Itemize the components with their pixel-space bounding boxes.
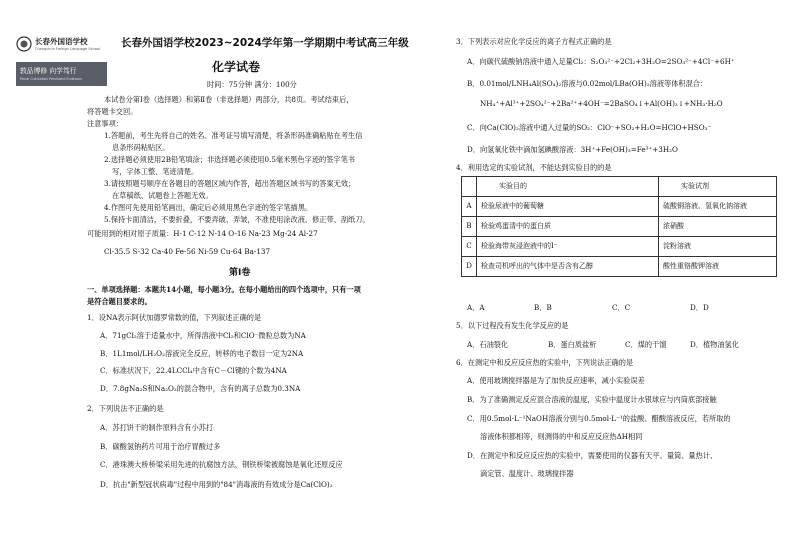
q4-table [461, 176, 777, 277]
exam-title: 长春外国语学校2023~2024学年第一学期期中考试高三年级 [121, 37, 409, 49]
q3-stem: 3．下列表示对应化学反应的离子方程式正确的是 [456, 37, 612, 46]
note-1b: 息条形码粘贴区。 [112, 143, 170, 152]
section-title: 第Ⅰ卷 [229, 268, 251, 278]
q3-option-a: A．向碳代硫酸钠溶液中通入足量Cl₂：S₂O₃²⁻+2Cl₂+3H₂O=2SO₃²⁻+4Cl⁻+6H⁺ [467, 57, 735, 66]
section-desc-2: 是符合题目要求的。 [87, 297, 152, 306]
q5-option-d: D．植物油氢化 [690, 340, 739, 349]
table-header-cell [462, 177, 477, 197]
atomic-masses-2: Cl-35.5 S-32 Ca-40 Fe-56 Ni-59 Cu-64 Ba-137 [104, 247, 271, 256]
q3-option-c: C．向Ca(ClO)₂溶液中通入过量的SO₂：ClO⁻+SO₂+H₂O=HClO+HSO₃⁻ [467, 123, 712, 132]
note-3b: 在草稿纸、试题卷上答题无效。 [112, 191, 213, 200]
q1-option-b: B．1L1mol/LH₂O₂溶液完全反应，转移的电子数目一定为2NA [100, 349, 304, 358]
table-cell: A [462, 197, 477, 217]
logo-motto-english: Moral Cultivation Persistent Endeavor [20, 77, 83, 81]
note-3a: 3.请按照题号顺序在各题目的答题区域内作答，超出答题区域书写的答案无效； [104, 179, 356, 188]
note-1a: 1.答题前，考生先将自己的姓名、准考证号填写清楚，将条形码准确粘贴在考生信 [104, 131, 363, 140]
table-cell: 酸性重铬酸钾溶液 [659, 257, 777, 277]
q6-option-b: B．为了准确测定反应混合溶液的温度，实验中温度计水银球应与内筒底部接触 [467, 395, 717, 404]
table-header-cell: 实验目的 [477, 177, 659, 197]
q1-option-d: D．7.8gNa₂S和Na₂O₂的混合物中，含有的离子总数为0.3NA [100, 384, 301, 393]
table-header-cell: 实验试剂 [659, 177, 777, 197]
q3-option-d: D．向氢氧化铁中滴加氢碘酸溶液：3H⁺+Fe(OH)₃=Fe³⁺+3H₂O [467, 145, 678, 154]
logo-motto: 敦品博修 向学笃行 [20, 67, 77, 75]
q4-option-a: A．A [467, 303, 485, 312]
q1-stem: 1．设NA表示阿伏加德罗常数的值，下列叙述正确的是 [87, 313, 262, 322]
table-cell: D [462, 257, 477, 277]
q2-option-d: D．抗击"新型冠状病毒"过程中用到的"84"消毒液的有效成分是Ca(ClO)₂ [100, 480, 333, 489]
table-row [462, 237, 777, 257]
atomic-masses-1: 可能用到的相对原子质量：H-1 C-12 N-14 O-16 Na-23 Mg-24 Al-27 [87, 229, 318, 238]
table-header-row [462, 177, 777, 197]
note-5: 5.保持卡面清洁，不要折叠，不要弄破、弄皱，不准使用涂改液、修正带、刮纸刀。 [104, 215, 370, 224]
q6-option-a: A．使用玻璃搅拌器是为了加快反应速率，减小实验误差 [467, 376, 645, 385]
q5-stem: 5．以下过程没有发生化学反应的是 [456, 321, 569, 330]
section-desc-1: 一、单项选择题：本题共14小题，每小题3分。在每小题给出的四个选项中，只有一项 [87, 285, 361, 294]
school-logo [16, 36, 107, 86]
exam-time: 时间：75分钟 满分：100分 [207, 80, 297, 89]
q5-option-c: C．煤的干馏 [625, 340, 667, 349]
logo-school-english: Changchun Foreign Language School [35, 47, 101, 51]
q6-option-d-line-2: 滴定管、温度计、玻璃搅拌器 [480, 469, 574, 478]
table-cell: 淀粉溶液 [659, 237, 777, 257]
q4-option-c: C．C [612, 303, 631, 312]
logo-school-name: 长春外国语学校 [35, 37, 88, 46]
q4-option-b: B．B [534, 303, 552, 312]
seal-icon [16, 36, 32, 52]
table-cell: 检验鸡蛋清中的蛋白质 [477, 217, 659, 237]
table-cell: 检验海带灰浸泡液中的I⁻ [477, 237, 659, 257]
table-cell: 硫酸铜溶液、氢氧化钠溶液 [659, 197, 777, 217]
table-cell: 检验尿液中的葡萄糖 [477, 197, 659, 217]
q6-stem: 6．在测定中和反应反应热的实验中，下列说法正确的是 [456, 358, 634, 367]
q1-option-a: A．71gCl₂溶于适量水中，所得溶液中Cl₂和ClO⁻微粒总数为NA [100, 331, 306, 340]
q5-option-b: B．蛋白质盐析 [548, 340, 597, 349]
intro-line-2: 将答题卡交回。 [87, 107, 138, 116]
table-row [462, 257, 777, 277]
q6-option-d-line-1: D．在测定中和反应反应热的实验中，需要使用的仪器有天平、量筒、量热计、 [467, 451, 718, 460]
q2-stem: 2．下列说法不正确的是 [87, 404, 164, 413]
q2-option-b: B．碳酸氢钠药片可用于治疗胃酸过多 [100, 442, 221, 451]
table-cell: 检查司机呼出的气体中是否含有乙醇 [477, 257, 659, 277]
note-2b: 写，字体工整、笔迹清楚。 [112, 167, 199, 176]
q1-option-c: C．标准状况下，22.4LCCl₄中含有C－Cl键的个数为4NA [100, 366, 287, 375]
table-cell: C [462, 237, 477, 257]
q2-option-c: C．港珠澳大桥桥梁采用先进的抗腐蚀方法，钢铁桥梁被腐蚀是氧化还原反应 [100, 460, 343, 469]
q3-option-b-line-1: B．0.01mol/LNH₄Al(SO₄)₂溶液与0.02mol/LBa(OH)₂溶液等体积混合： [467, 79, 708, 88]
q6-option-c-line-2: 溶液体积都相等，则测得的中和反应反应热ΔH相同 [480, 432, 643, 441]
notes-title: 注意事项： [87, 119, 123, 128]
table-row [462, 197, 777, 217]
q4-option-d: D．D [690, 303, 709, 312]
table-cell: 浓硝酸 [659, 217, 777, 237]
table-row [462, 217, 777, 237]
subject-title: 化学试卷 [212, 60, 261, 74]
q6-option-c-line-1: C．用0.5mol·L⁻¹NaOH溶液分别与0.5mol·L⁻¹的盐酸、醋酸溶液反应，若所取的 [467, 414, 731, 423]
table-cell: B [462, 217, 477, 237]
note-4: 4.作图可先使用铅笔画出，确定后必须用黑色字迹的签字笔描黑。 [104, 203, 313, 212]
q3-option-b-line-2: NH₄⁺+Al³⁺+2SO₄²⁻+2Ba²⁺+4OH⁻=2BaSO₄↓+Al(OH)₃↓+NH₃·H₂O [480, 99, 723, 108]
q2-option-a: A．苏打饼干的制作原料含有小苏打 [100, 423, 214, 432]
intro-line-1: 本试卷分第Ⅰ卷（选择题）和第Ⅱ卷（非选择题）两部分，共8页。考试结束后， [104, 95, 354, 104]
q4-stem: 4．利用选定的实验试剂，不能达到实验目的的是 [456, 163, 612, 172]
note-2a: 2.选择题必须使用2B铅笔填涂；非选择题必须使用0.5毫米黑色字迹的签字笔书 [104, 155, 355, 164]
q5-option-a: A．石油裂化 [467, 340, 509, 349]
